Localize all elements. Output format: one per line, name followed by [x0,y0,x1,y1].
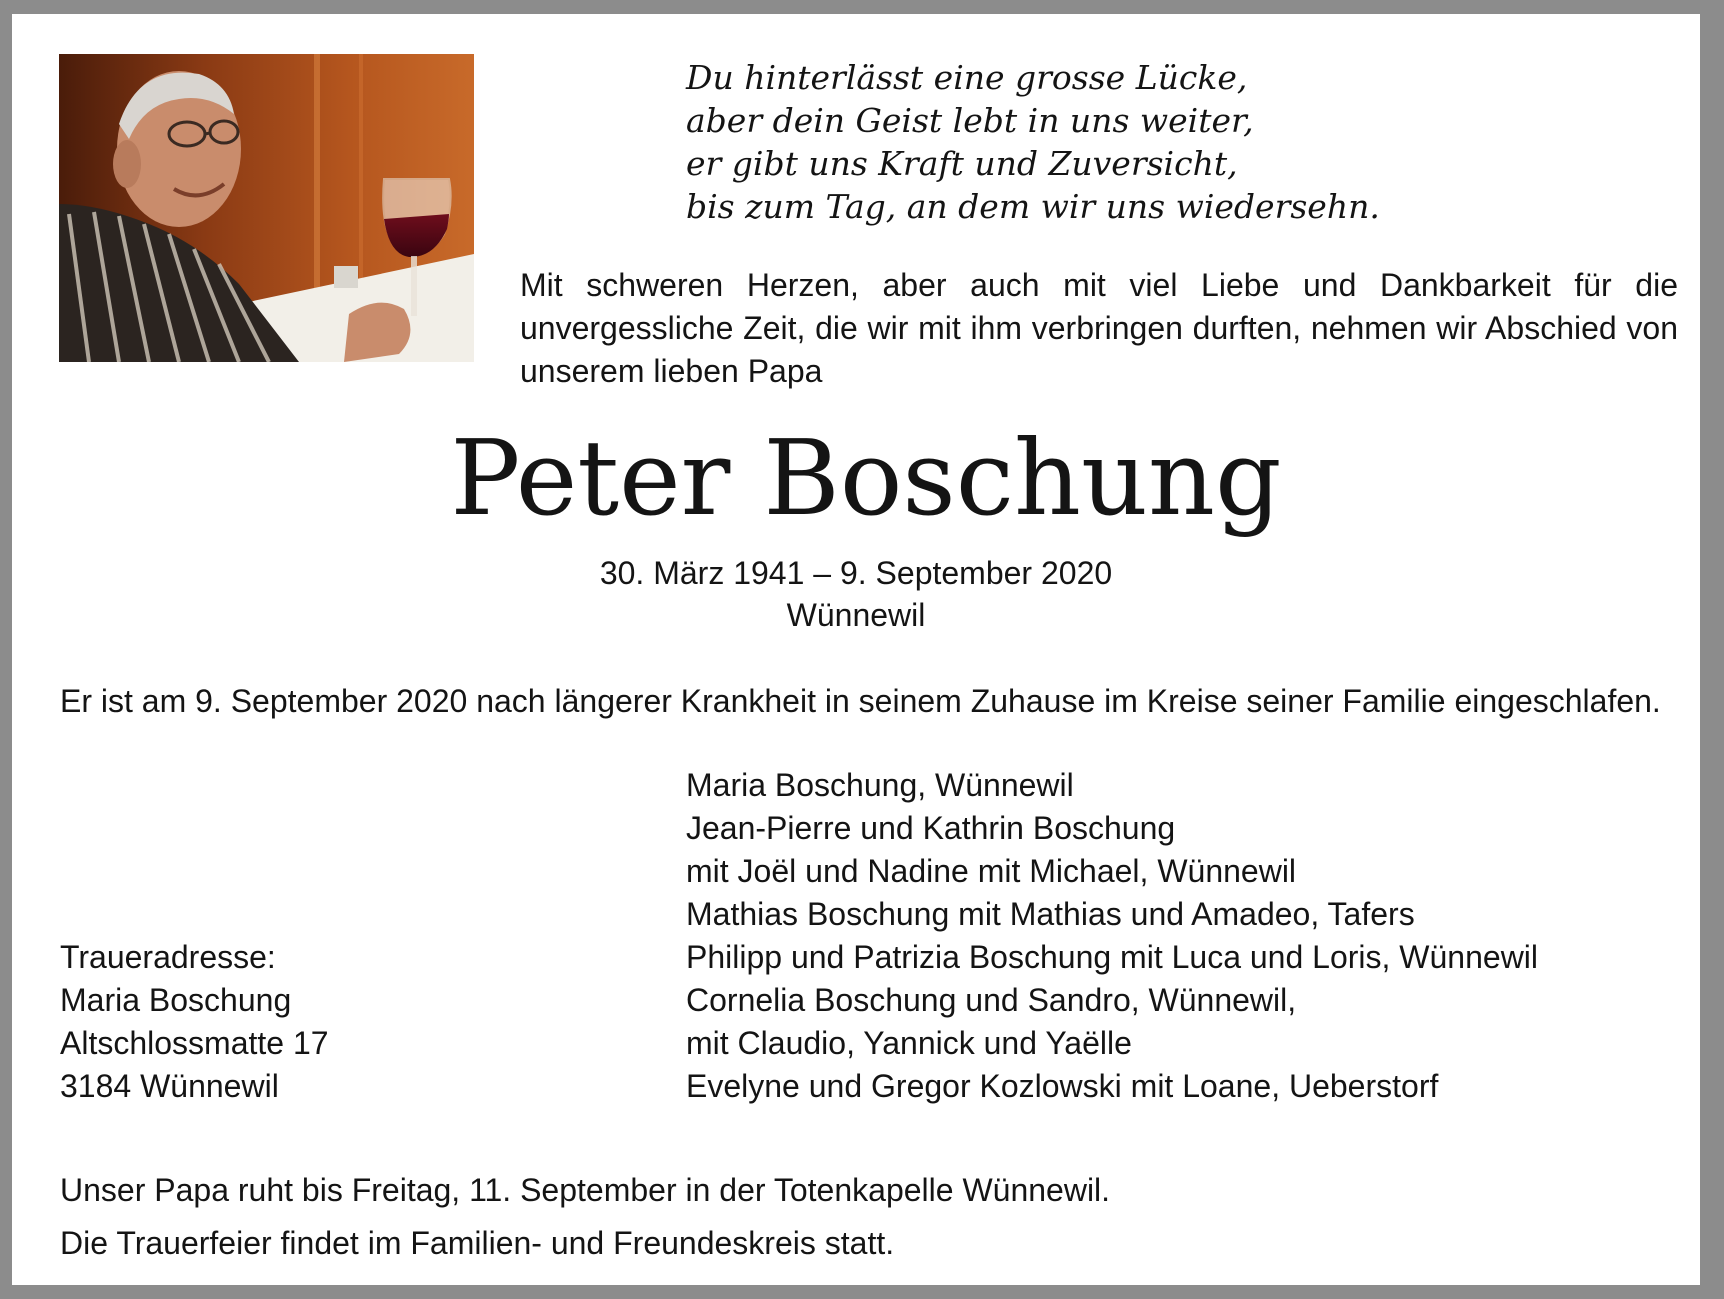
passing-statement: Er ist am 9. September 2020 nach längerer Krankheit in seinem Zuhause im Kreise seiner Familie eingeschlafen. [60,683,1661,719]
mourning-address [60,936,620,1108]
mourners-list [686,764,1686,1108]
note-line: Die Trauerfeier findet im Familien- und Freundeskreis statt. [60,1225,895,1261]
mourner-line: Philipp und Patrizia Boschung mit Luca und Loris, Wünnewil [686,939,1539,975]
mourner-line: Mathias Boschung mit Mathias und Amadeo, Tafers [686,896,1415,932]
address-line: Altschlossmatte 17 [60,1025,329,1061]
mourner-line: Evelyne und Gregor Kozlowski mit Loane, Ueberstorf [686,1068,1439,1104]
poem-line: er gibt uns Kraft und Zuversicht, [686,144,1238,183]
poem-line: bis zum Tag, an dem wir uns wiedersehn. [686,187,1380,226]
deceased-name: Peter Boschung [450,417,1282,539]
address-heading: Traueradresse: [60,939,276,975]
obituary-page [12,14,1700,1285]
mourner-line: Jean-Pierre und Kathrin Boschung [686,810,1176,846]
mourner-line: mit Claudio, Yannick und Yaëlle [686,1025,1132,1061]
funeral-notes [60,1164,1680,1270]
life-dates: 30. März 1941 – 9. September 2020 [599,555,1113,591]
mourner-line: Maria Boschung, Wünnewil [686,767,1074,803]
poem-line: aber dein Geist lebt in uns weiter, [686,101,1254,140]
portrait-photo [59,54,474,362]
hometown: Wünnewil [786,597,926,633]
mourner-line: mit Joël und Nadine mit Michael, Wünnewil [686,853,1297,889]
poem-line: Du hinterlässt eine grosse Lücke, [686,58,1248,97]
note-line: Unser Papa ruht bis Freitag, 11. September in der Totenkapelle Wünnewil. [60,1172,1111,1208]
mourner-line: Cornelia Boschung und Sandro, Wünnewil, [686,982,1297,1018]
intro-paragraph: Mit schweren Herzen, aber auch mit viel Liebe und Dankbarkeit für die unvergessliche Zeit, die wir mit ihm verbringen durften, nehmen wir Abschied von unserem lieben Papa [520,267,1678,389]
address-line: 3184 Wünnewil [60,1068,279,1104]
poem [686,56,1386,228]
address-line: Maria Boschung [60,982,292,1018]
